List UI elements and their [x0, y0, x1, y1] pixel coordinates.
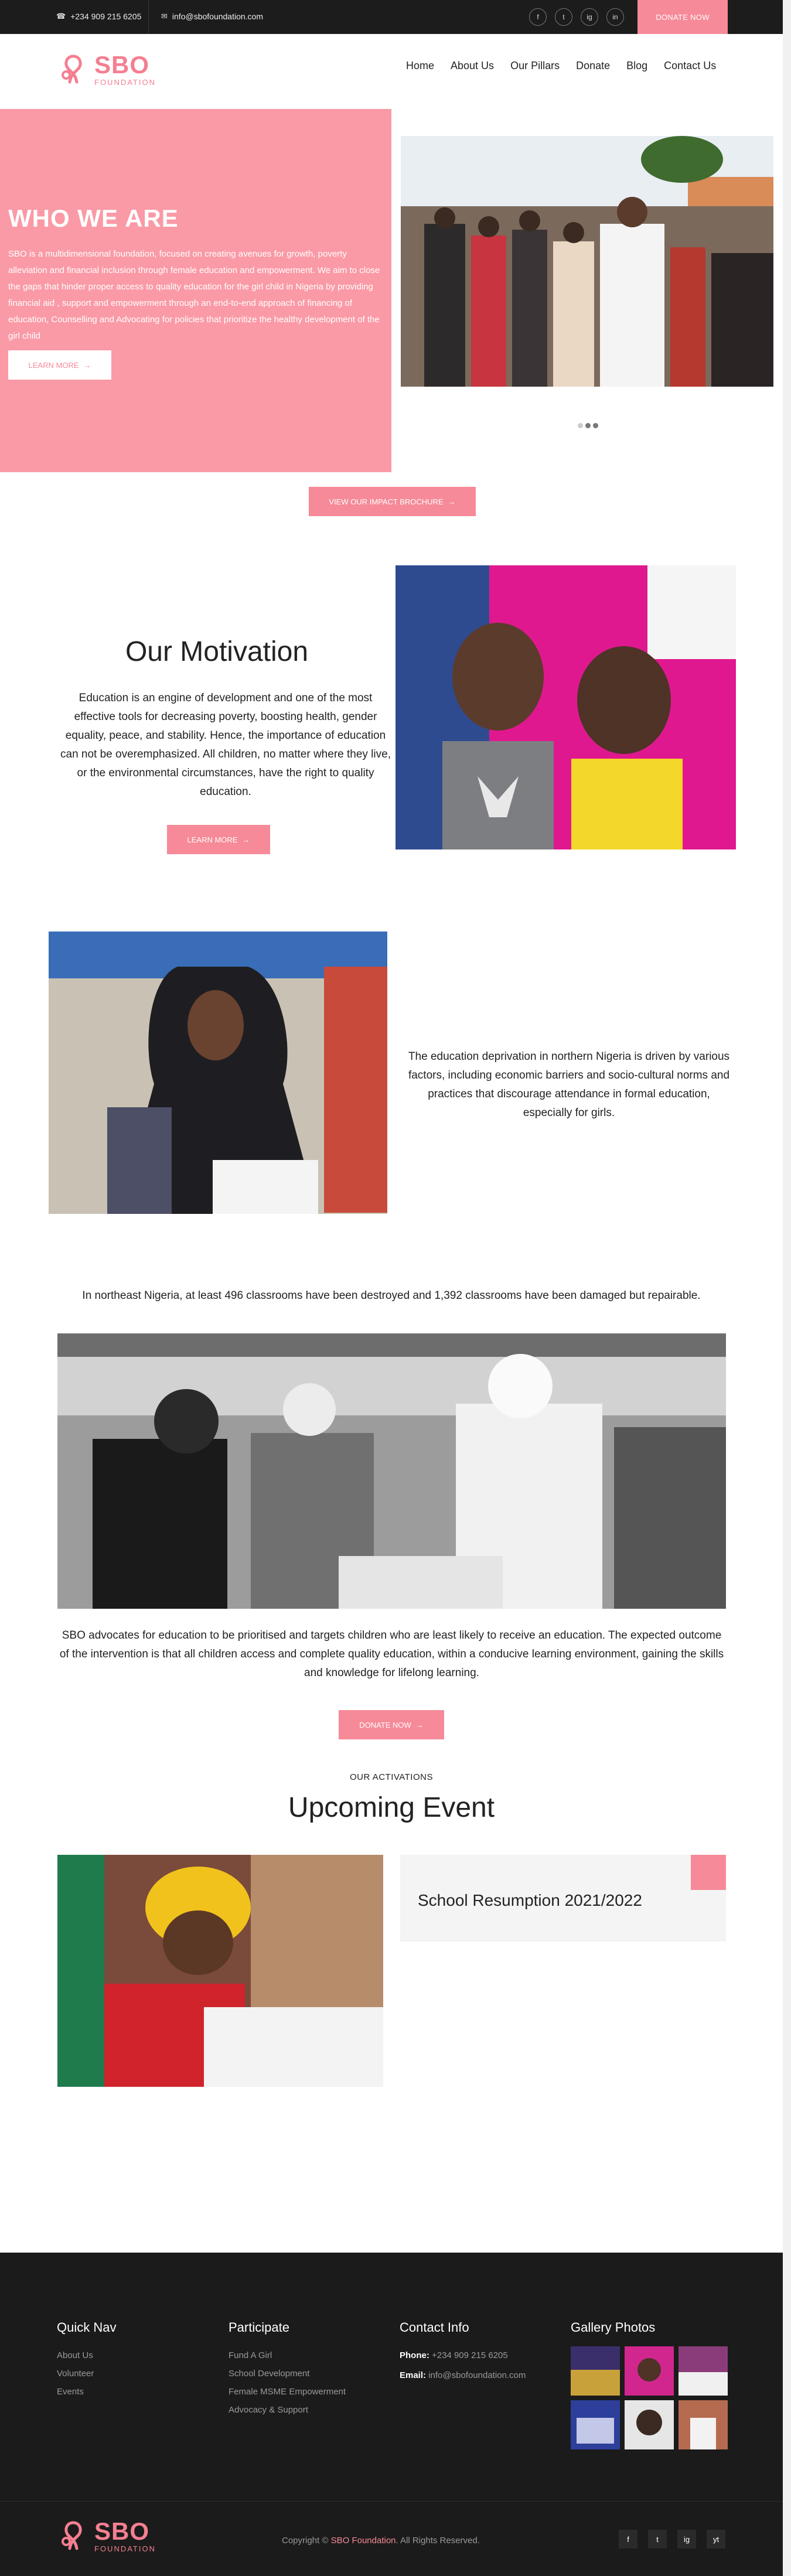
footer-link-about-us[interactable]: About Us [57, 2350, 93, 2360]
nav-about-us[interactable]: About Us [451, 60, 495, 71]
footer-phone-value: +234 909 215 6205 [432, 2350, 508, 2360]
footer-link-advocacy[interactable]: Advocacy & Support [229, 2405, 308, 2415]
footer-logo-tag: FOUNDATION [94, 2544, 156, 2553]
slider-dots [578, 423, 598, 428]
arrow-right-icon: → [242, 835, 250, 844]
event-image[interactable] [57, 1855, 383, 2087]
gallery-thumb-2[interactable] [625, 2346, 674, 2396]
ribbon-logo-icon [56, 2518, 91, 2553]
footer-link-school-development[interactable]: School Development [229, 2369, 310, 2379]
donate-now-label: DONATE NOW [359, 1720, 411, 1729]
motivation-text: Education is an engine of development and one of the most effective tools for decreasing poverty, boosting health, gender equality, peace, and stability. Hence, the importance of education can not be overemphasized. All children, no matter where they live, or the environmental circumstances, have the right to quality education. [60, 692, 391, 798]
crowd-photo [401, 136, 773, 387]
footer-link-events[interactable]: Events [57, 2387, 84, 2397]
footer-divider [0, 2501, 783, 2502]
motivation-learn-more-button[interactable] [167, 825, 270, 854]
donate-now-button[interactable] [339, 1710, 444, 1739]
hero-text: SBO is a multidimensional foundation, focused on creating avenues for growth, poverty alleviation and financial inclusion through female education and empowerment. We aim to close the gaps that hinder proper access to quality education for the girl child in Nigeria by providing financial aid , support and empowerment through an end-to-end approach of financing of education, Counselling and Advocating for policies that prioritize the healthy development of the girl child [8, 249, 380, 341]
arrow-right-icon: → [83, 360, 91, 370]
topbar-email[interactable] [161, 12, 263, 21]
deprivation-image [49, 932, 387, 1214]
logo-tag: FOUNDATION [94, 77, 156, 87]
top-bar [0, 0, 791, 34]
facebook-icon[interactable]: f [619, 2530, 637, 2548]
logo-name: SBO [94, 50, 150, 79]
topbar-social [529, 8, 624, 26]
headset-icon: ☎ [56, 12, 66, 21]
girl-writing-photo [57, 1855, 383, 2087]
event-date-tag [691, 1855, 726, 1890]
deprivation-text: The education deprivation in northern Nigeria is driven by various factors, including economic barriers and socio-cultural norms and practices that discourage attendance in formal education, especially for girls. [408, 1050, 730, 1119]
nav-blog[interactable]: Blog [626, 60, 648, 71]
gallery-thumb-1[interactable] [571, 2346, 620, 2396]
nav-home[interactable]: Home [406, 60, 435, 71]
footer-email-value: info@sbofoundation.com [428, 2370, 526, 2380]
hero-learn-more-label: LEARN MORE [28, 360, 79, 370]
footer-link-fund-a-girl[interactable]: Fund A Girl [229, 2350, 272, 2360]
copyright-pre: Copyright © [282, 2536, 329, 2546]
volunteers-bw-photo [57, 1333, 726, 1609]
classrooms-text: In northeast Nigeria, at least 496 classrooms have been destroyed and 1,392 classrooms have been damaged but repairable. [82, 1289, 701, 1302]
girl-in-hijab-photo [49, 932, 387, 1214]
smiling-girls-photo [396, 565, 736, 849]
footer-email[interactable] [400, 2370, 526, 2380]
footer-link-volunteer[interactable]: Volunteer [57, 2369, 94, 2379]
instagram-icon[interactable]: ig [677, 2530, 696, 2548]
footer-logo-name: SBO [94, 2517, 150, 2545]
main-nav [406, 60, 732, 72]
gallery-thumb-6[interactable] [679, 2400, 728, 2449]
instagram-icon[interactable]: ig [581, 8, 598, 26]
linkedin-icon[interactable]: in [606, 8, 624, 26]
footer-link-msme[interactable]: Female MSME Empowerment [229, 2387, 346, 2397]
nav-contact-us[interactable]: Contact Us [664, 60, 717, 71]
envelope-icon: ✉ [161, 12, 168, 21]
topbar-divider [148, 0, 149, 34]
footer-gallery-title: Gallery Photos [571, 2320, 656, 2335]
topbar-phone[interactable] [56, 12, 141, 21]
footer-gallery [571, 2346, 728, 2449]
site-logo[interactable] [56, 52, 156, 87]
facebook-icon[interactable]: f [529, 8, 547, 26]
footer-phone[interactable] [400, 2350, 508, 2360]
hero-title: WHO WE ARE [8, 204, 179, 232]
motivation-learn-more-label: LEARN MORE [187, 835, 238, 844]
view-brochure-button[interactable] [309, 487, 476, 516]
footer-contact-title: Contact Info [400, 2320, 469, 2335]
motivation-image [396, 565, 736, 849]
slider-dot-2[interactable] [585, 423, 591, 428]
youtube-icon[interactable]: yt [707, 2530, 725, 2548]
page-scrollbar[interactable] [783, 0, 791, 2576]
twitter-icon[interactable]: t [648, 2530, 667, 2548]
site-header [0, 34, 791, 109]
arrow-right-icon: → [448, 497, 456, 506]
events-kicker: OUR ACTIVATIONS [350, 1772, 433, 1782]
event-title[interactable]: School Resumption 2021/2022 [418, 1891, 642, 1909]
topbar-phone-text: +234 909 215 6205 [70, 12, 142, 21]
twitter-icon[interactable]: t [555, 8, 572, 26]
copyright [282, 2536, 480, 2546]
copyright-post: . All Rights Reserved. [396, 2536, 480, 2546]
ribbon-logo-icon [56, 52, 91, 87]
footer-logo[interactable] [56, 2518, 156, 2553]
hero-slider-image[interactable] [401, 136, 773, 387]
gallery-thumb-4[interactable] [571, 2400, 620, 2449]
donate-now-top-button[interactable]: DONATE NOW [637, 0, 728, 34]
slider-dot-1[interactable] [578, 423, 583, 428]
nav-donate[interactable]: Donate [576, 60, 611, 71]
footer-participate-title: Participate [229, 2320, 289, 2335]
nav-our-pillars[interactable]: Our Pillars [510, 60, 560, 71]
advocacy-text: SBO advocates for education to be prioritised and targets children who are least likely to receive an education. The expected outcome of the intervention is that all children access and complete quality education, within a conducive learning environment, gaining the skills and knowledge for lifelong learning. [59, 1629, 724, 1679]
motivation-title: Our Motivation [125, 636, 309, 667]
event-card[interactable] [400, 1855, 726, 1942]
arrow-right-icon: → [415, 1720, 424, 1729]
footer-phone-label: Phone: [400, 2350, 429, 2360]
view-brochure-label: VIEW OUR IMPACT BROCHURE [329, 497, 444, 506]
advocacy-image [57, 1333, 726, 1609]
hero-learn-more-button[interactable] [8, 350, 111, 380]
footer-social [619, 2530, 725, 2548]
topbar-email-text: info@sbofoundation.com [172, 12, 263, 21]
events-title: Upcoming Event [288, 1792, 495, 1823]
footer-quick-nav-title: Quick Nav [57, 2320, 117, 2335]
copyright-brand[interactable]: SBO Foundation [330, 2536, 396, 2546]
slider-dot-3[interactable] [593, 423, 598, 428]
gallery-thumb-3[interactable] [679, 2346, 728, 2396]
footer-email-label: Email: [400, 2370, 427, 2380]
gallery-thumb-5[interactable] [625, 2400, 674, 2449]
